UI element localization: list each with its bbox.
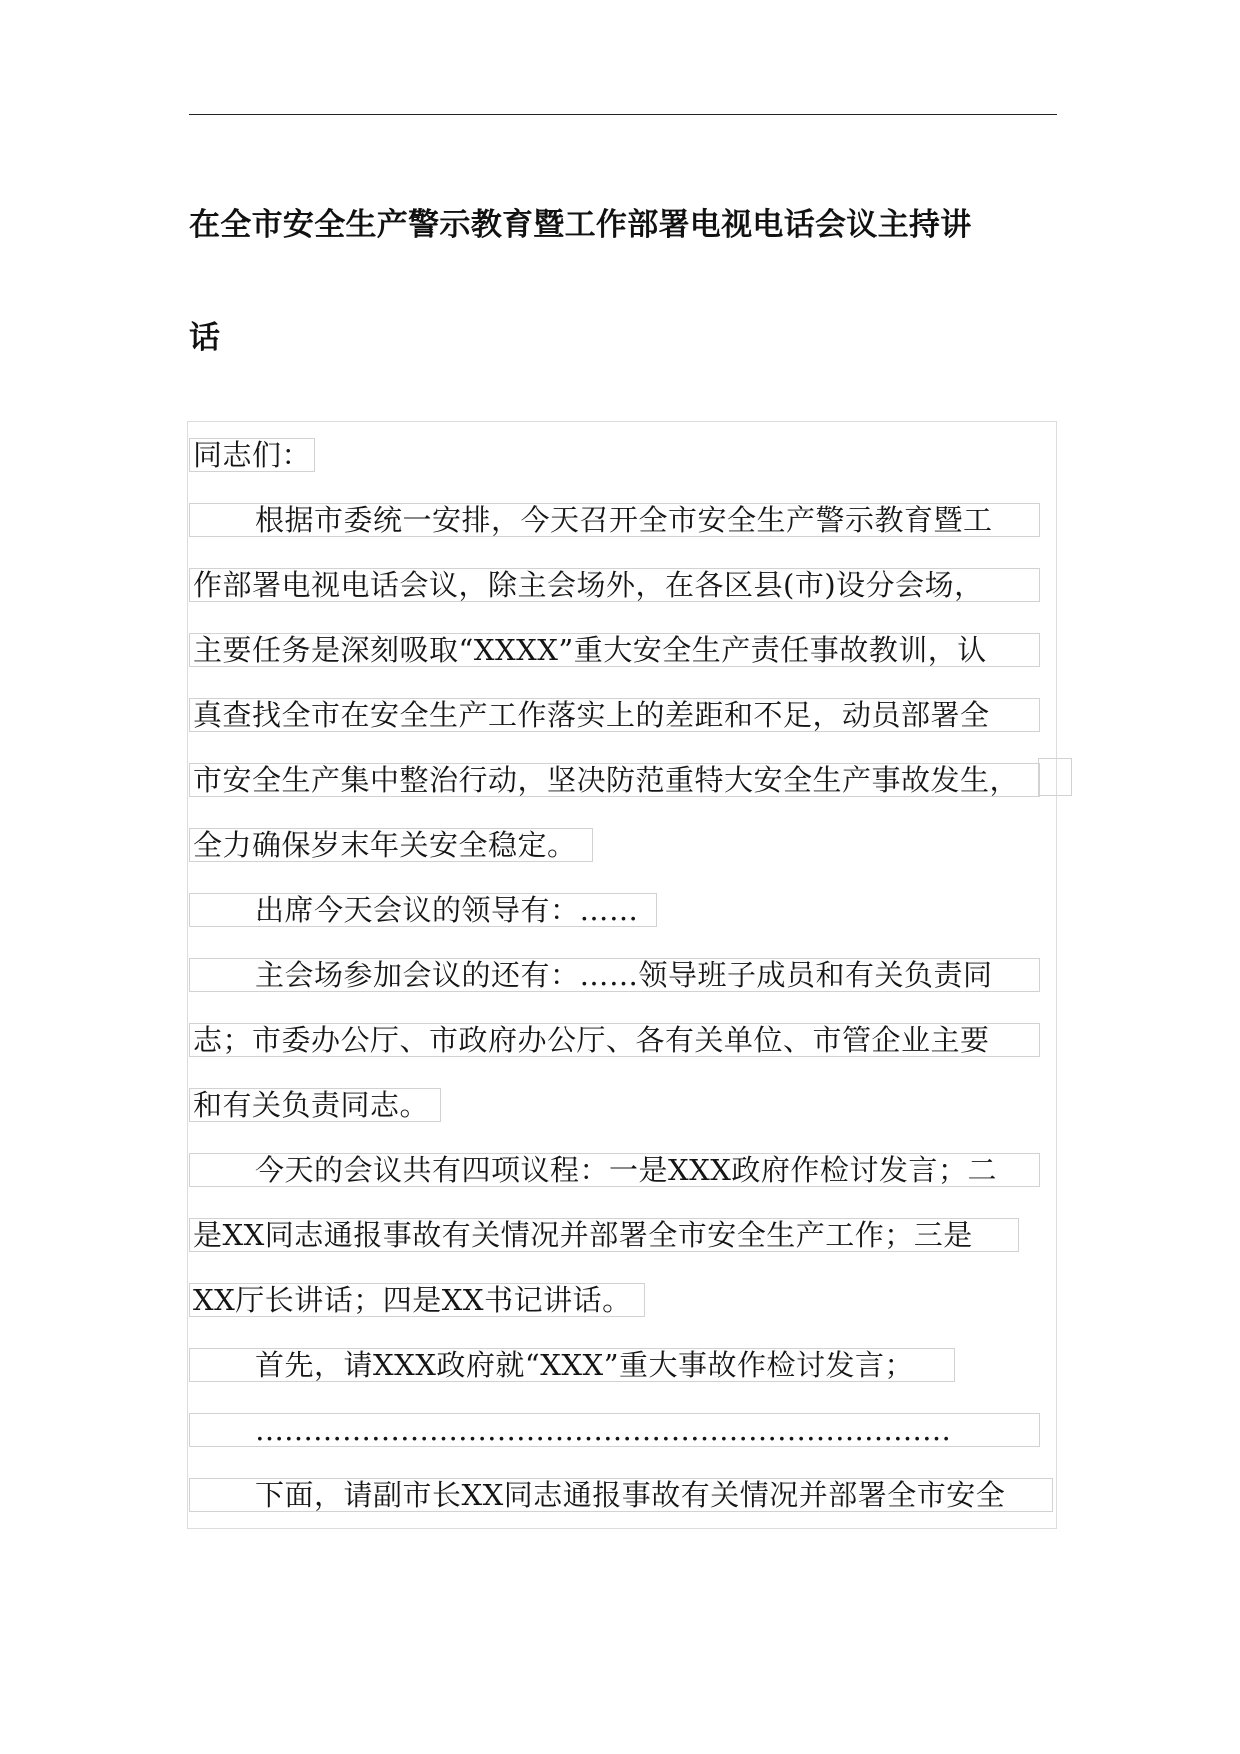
salutation-line: 同志们： bbox=[189, 438, 315, 472]
paragraph-line: 是XX同志通报事故有关情况并部署全市安全生产工作；三是 bbox=[189, 1218, 1019, 1252]
paragraph-line: 全力确保岁末年关安全稳定。 bbox=[189, 828, 593, 862]
paragraph-line: 下面，请副市长XX同志通报事故有关情况并部署全市安全 bbox=[189, 1478, 1053, 1512]
document-title-line-2: 话 bbox=[189, 320, 221, 356]
paragraph-line: 和有关负责同志。 bbox=[189, 1088, 441, 1122]
document-title-line-1: 在全市安全生产警示教育暨工作部署电视电话会议主持讲 bbox=[189, 207, 972, 243]
paragraph-line: 作部署电视电话会议，除主会场外，在各区县(市)设分会场， bbox=[189, 568, 1040, 602]
paragraph-line: 市安全生产集中整治行动，坚决防范重特大安全生产事故发生， bbox=[189, 763, 1040, 797]
paragraph-line: XX厅长讲话；四是XX书记讲话。 bbox=[189, 1283, 645, 1317]
paragraph-line: 出席今天会议的领导有：…… bbox=[189, 893, 657, 927]
paragraph-line: 主要任务是深刻吸取“XXXX”重大安全生产责任事故教训，认 bbox=[189, 633, 1040, 667]
paragraph-line: 首先，请XXX政府就“XXX”重大事故作检讨发言； bbox=[189, 1348, 955, 1382]
paragraph-line: 根据市委统一安排，今天召开全市安全生产警示教育暨工 bbox=[189, 503, 1040, 537]
paragraph-line: 今天的会议共有四项议程：一是XXX政府作检讨发言；二 bbox=[189, 1153, 1040, 1187]
ellipsis-line: ……………………………………………………………… bbox=[189, 1413, 1040, 1447]
paragraph-line: 志；市委办公厅、市政府办公厅、各有关单位、市管企业主要 bbox=[189, 1023, 1040, 1057]
paragraph-line: 主会场参加会议的还有：……领导班子成员和有关负责同 bbox=[189, 958, 1040, 992]
paragraph-line: 真查找全市在安全生产工作落实上的差距和不足，动员部署全 bbox=[189, 698, 1040, 732]
overflow-marker bbox=[1038, 758, 1072, 796]
header-rule bbox=[189, 114, 1057, 115]
